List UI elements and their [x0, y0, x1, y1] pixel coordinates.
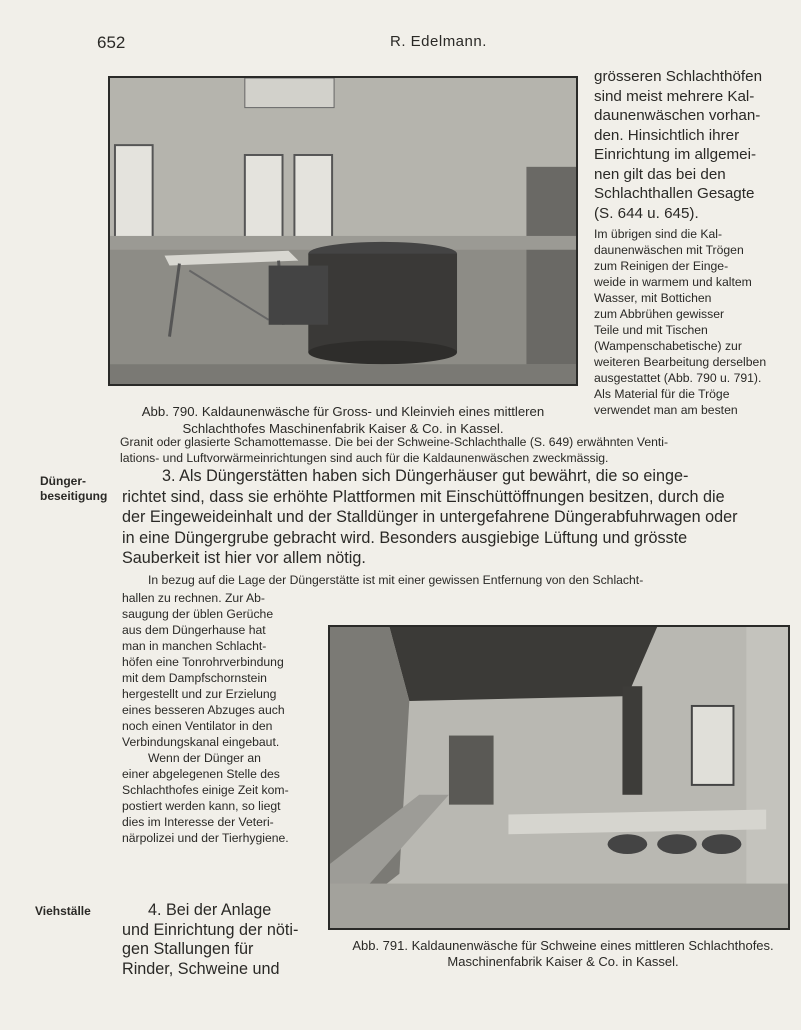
text-line: gen Stallungen für	[122, 940, 254, 958]
margin-note-duenger	[40, 474, 107, 504]
text-line: 3. Als Düngerstätten haben sich Düngerhäuser gut bewährt, die so einge-	[162, 467, 689, 485]
caption-line: Maschinenfabrik Kaiser & Co. in Kassel.	[447, 954, 679, 969]
text-line: sind meist mehrere Kal-	[594, 87, 755, 105]
text-line: närpolizei und der Tierhygiene.	[122, 831, 289, 845]
text-line: in eine Düngergrube gebracht wird. Besonders ausgiebige Lüftung und grösste	[122, 528, 688, 547]
text-line: lations- und Luftvorwärmeinrichtungen sind auch für die Kaldaunenwäschen zweckmässig.	[120, 451, 609, 465]
text-line: Schlachthofes einige Zeit kom-	[122, 783, 289, 797]
text-line: und Einrichtung der nöti-	[122, 920, 299, 939]
left-column-small	[122, 590, 322, 846]
text-line: saugung der üblen Gerüche	[122, 607, 274, 621]
text-line: mit dem Dampfschornstein	[122, 671, 267, 685]
figure-791-caption	[328, 938, 798, 970]
text-line: Sauberkeit ist hier vor allem nötig.	[122, 549, 366, 567]
section-3-note-first-line: In bezug auf die Lage der Düngerstätte ist mit einer gewissen Entfernung von den Schlacht-	[148, 573, 644, 587]
caption-line: Schlachthofes Maschinenfabrik Kaiser & Co. in Kassel.	[182, 421, 504, 436]
text-line: Verbindungskanal eingebaut.	[122, 735, 280, 749]
text-line: ausgestattet (Abb. 790 u. 791).	[594, 371, 762, 385]
margin-note-line: beseitigung	[40, 489, 108, 503]
margin-note-line: Dünger-	[40, 474, 86, 488]
text-line: zum Reinigen der Einge-	[594, 259, 729, 273]
text-line: Rinder, Schweine und	[122, 959, 280, 978]
text-line: dies im Interesse der Veteri-	[122, 815, 274, 829]
text-line: man in manchen Schlacht-	[122, 639, 267, 653]
full-width-paragraph	[120, 434, 790, 466]
text-line: Im übrigen sind die Kal-	[594, 227, 723, 241]
text-line: grösseren Schlachthöfen	[594, 68, 763, 85]
text-line: verwendet man am besten	[594, 403, 738, 417]
figure-790-photo	[108, 76, 578, 386]
margin-note-viehstaelle: Viehställe	[35, 904, 91, 918]
running-title: R. Edelmann.	[390, 33, 487, 50]
text-line: postiert werden kann, so liegt	[122, 799, 281, 813]
text-line: Einrichtung im allgemei-	[594, 146, 757, 163]
figure-791-photo	[328, 625, 790, 930]
text-line: höfen eine Tonrohrverbindung	[122, 655, 284, 669]
text-line: Granit oder glasierte Schamottemasse. Die bei der Schweine-Schlachthalle (S. 649) erwähnten Venti-	[120, 435, 669, 449]
right-column-large	[594, 67, 794, 223]
text-line: nen gilt das bei den	[594, 165, 726, 183]
text-line: Schlachthallen Gesagte	[594, 185, 755, 202]
text-line: Teile und mit Tischen	[594, 323, 708, 337]
caption-line: Abb. 791. Kaldaunenwäsche für Schweine eines mittleren Schlachthofes.	[352, 938, 774, 953]
text-line: weiteren Bearbeitung derselben	[594, 355, 767, 369]
right-column-small	[594, 226, 794, 418]
text-line: den. Hinsichtlich ihrer	[594, 126, 740, 144]
text-line: hergestellt und zur Erzielung	[122, 687, 277, 701]
figure-790-caption	[98, 403, 588, 437]
text-line: (Wampenschabetische) zur	[594, 339, 742, 353]
text-line: Als Material für die Tröge	[594, 387, 730, 401]
text-line: weide in warmem und kaltem	[594, 275, 752, 289]
text-line: 4. Bei der Anlage	[148, 901, 272, 919]
text-line: Wenn der Dünger an	[148, 751, 261, 765]
page-number: 652	[97, 33, 126, 52]
text-line: zum Abbrühen gewisser	[594, 307, 725, 321]
text-line: richtet sind, dass sie erhöhte Plattformen mit Einschüttöffnungen besitzen, durch die	[122, 487, 725, 506]
text-line: der Eingeweideinhalt und der Stalldünger in untergefahrene Düngerabfuhrwagen oder	[122, 508, 738, 526]
text-line: noch einen Ventilator in den	[122, 719, 273, 733]
text-line: einer abgelegenen Stelle des	[122, 767, 280, 781]
text-line: Wasser, mit Bottichen	[594, 291, 712, 305]
section-4-paragraph	[122, 901, 322, 979]
text-line: eines besseren Abzuges auch	[122, 703, 285, 717]
text-line: daunenwäschen mit Trögen	[594, 243, 744, 257]
section-3-paragraph	[122, 466, 792, 569]
text-line: hallen zu rechnen. Zur Ab-	[122, 591, 265, 605]
text-line: aus dem Düngerhause hat	[122, 623, 266, 637]
text-line: daunenwäschen vorhan-	[594, 107, 761, 124]
text-line: (S. 644 u. 645).	[594, 204, 699, 222]
caption-line: Abb. 790. Kaldaunenwäsche für Gross- und Kleinvieh eines mittleren	[141, 404, 545, 419]
